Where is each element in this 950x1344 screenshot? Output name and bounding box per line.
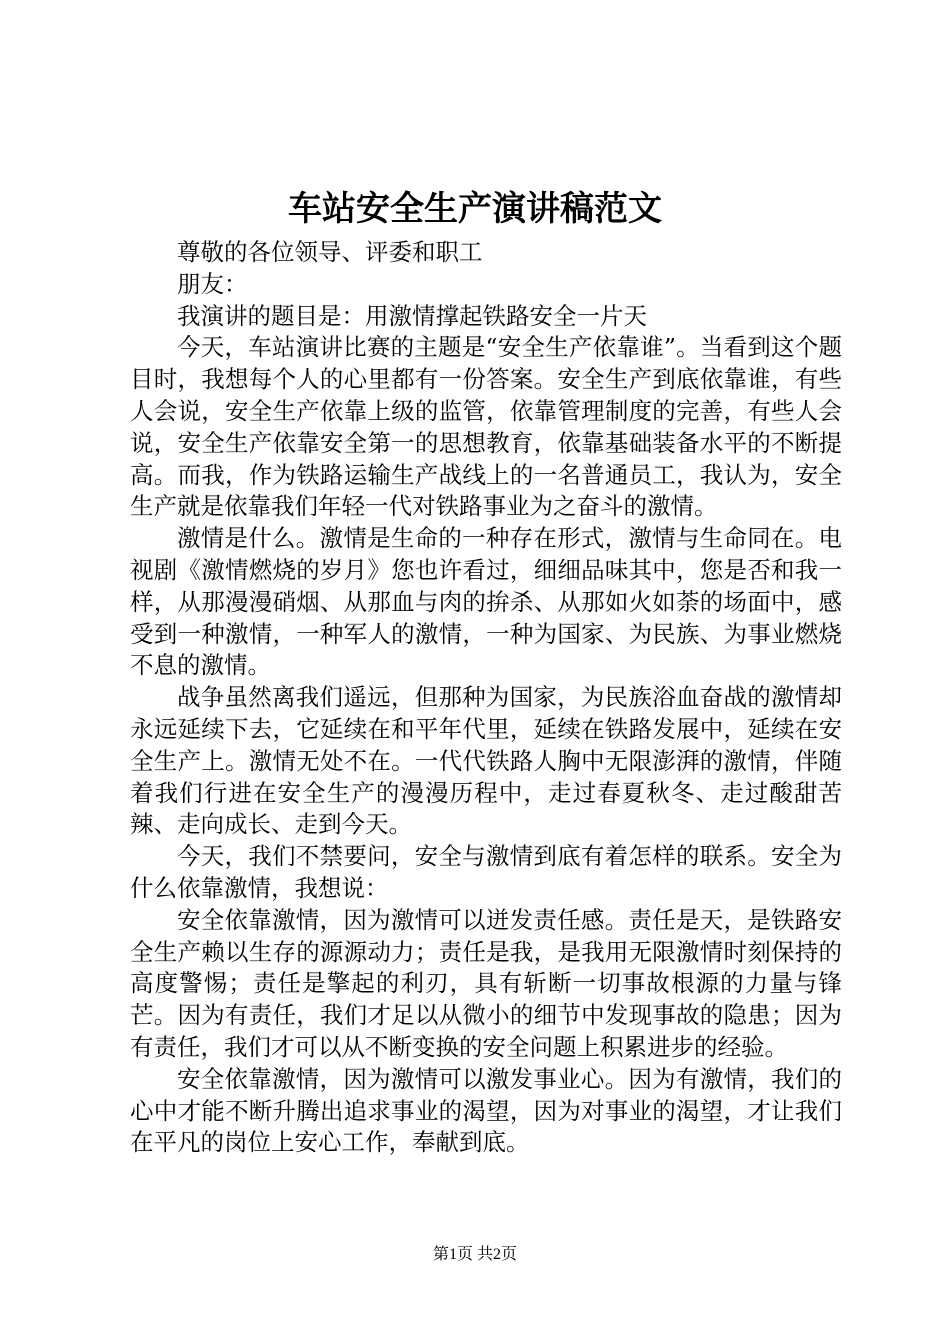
page-footer: 第1页 共2页 [432,1246,517,1263]
paragraph: 战争虽然离我们遥远，但那种为国家，为民族浴血奋战的激情却永远延续下去，它延续在和平年代里，延续在铁路发展中，延续在安全生产上。激情无处不在。一代代铁路人胸中无限澎湃的激情，伴随着我们行进在安全生产的漫漫历程中，走过春夏秋冬、走过酸甜苦辣、走向成长、走到今天。 [130,683,842,839]
paragraph: 激情是什么。激情是生命的一种存在形式，激情与生命同在。电视剧《激情燃烧的岁月》您也许看过，细细品味其中，您是否和我一样，从那漫漫硝烟、从那血与肉的拚杀、从那如火如荼的场面中，感受到一种激情，一种军人的激情，一种为国家、为民族、为事业燃烧不息的激情。 [130,524,842,680]
paragraph: 今天，车站演讲比赛的主题是“安全生产依靠谁”。当看到这个题目时，我想每个人的心里都有一份答案。安全生产到底依靠谁，有些人会说，安全生产依靠上级的监管，依靠管理制度的完善，有些人会说，安全生产依靠安全第一的思想教育，依靠基础装备水平的不断提高。而我，作为铁路运输生产战线上的一名普通员工，我认为，安全生产就是依靠我们年轻一代对铁路事业为之奋斗的激情。 [130,333,842,521]
paragraph: 安全依靠激情，因为激情可以迸发责任感。责任是天，是铁路安全生产赖以生存的源源动力；责任是我，是我用无限激情时刻保持的高度警惕；责任是擎起的利刃，具有斩断一切事故根源的力量与锋芒。因为有责任，我们才足以从微小的细节中发现事故的隐患；因为有责任，我们才可以从不断变换的安全问题上积累进步的经验。 [130,905,842,1061]
salutation-line-2: 朋友： [177,269,248,298]
document-body [130,237,842,1159]
speech-topic: 我演讲的题目是：用激情撑起铁路安全一片天 [177,301,647,330]
paragraph: 今天，我们不禁要问，安全与激情到底有着怎样的联系。安全为什么依靠激情，我想说： [130,842,842,902]
salutation-line-1: 尊敬的各位领导、评委和职工 [177,238,483,266]
document-title: 车站安全生产演讲稿范文 [288,189,662,229]
paragraph: 安全依靠激情，因为激情可以激发事业心。因为有激情，我们的心中才能不断升腾出追求事业的渴望，因为对事业的渴望，才让我们在平凡的岗位上安心工作，奉献到底。 [130,1064,842,1157]
